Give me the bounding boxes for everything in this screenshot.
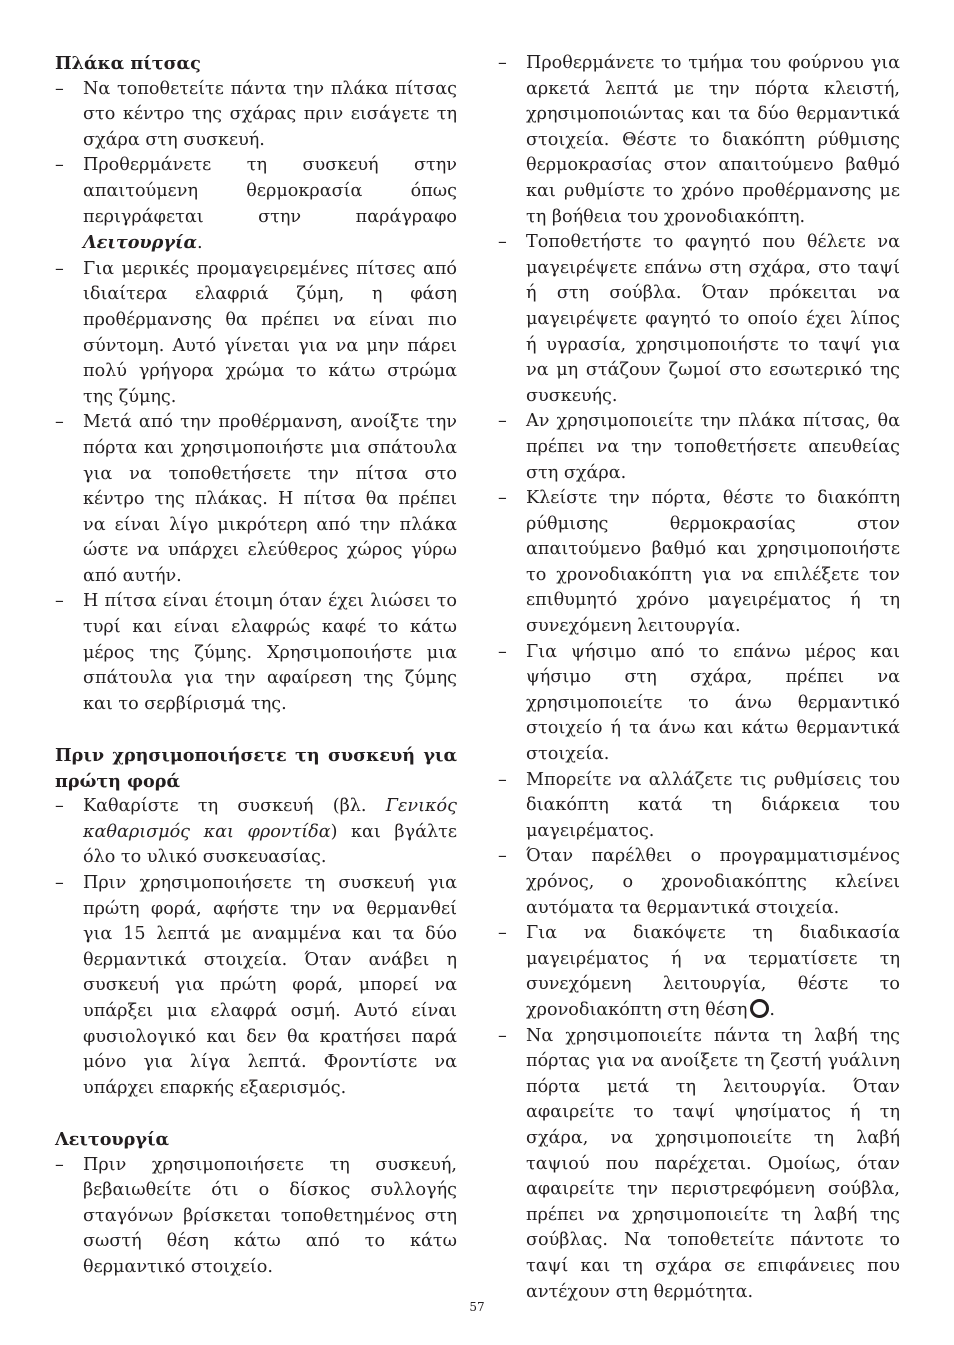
section-heading-pizza-plate: Πλάκα πίτσας: [55, 53, 201, 74]
list-item: – Για μερικές προμαγειρεμένες πίτσες από ιδιαίτερα ελαφριά ζύμη, η φάση προθέρμανσης θα πρέπει να είναι πιο σύντομη. Αυτό γίνεται για να μην πάρει πολύ γρήγορα χρώμα το κάτω στρώμα της ζύμης.: [55, 257, 457, 411]
cross-reference-operation: Λειτουργία: [83, 232, 198, 254]
list-item: – Κλείστε την πόρτα, θέστε το διακόπτη ρύθμισης θερμοκρασίας στον απαιτούμενο βαθμό και χρησιμοποιήστε το χρονοδιακόπτη για να επιλέξετε τον επιθυμητό χρόνο μαγειρέματος ή τη συνεχόμενη λειτουργία.: [498, 486, 900, 640]
list-item: – Τοποθετήστε το φαγητό που θέλετε να μαγειρέψετε επάνω στη σχάρα, στο ταψί ή στη σούβλα. Όταν πρόκειται να μαγειρέψετε φαγητό το οποίο έχει λίπος ή υγρασία, χρησιμοποιήστε το ταψί για να μη στάζουν ζωμοί στο εσωτερικό της συσκευής.: [498, 230, 900, 409]
list-item: – Για ψήσιμο από το επάνω μέρος και ψήσιμο στη σχάρα, πρέπει να χρησιμοποιείτε το άνω θερμαντικό στοιχείο ή τα άνω και κάτω θερμαντικά στοιχεία.: [498, 640, 900, 768]
pizza-plate-list: [55, 77, 457, 718]
list-item: – Όταν παρέλθει ο προγραμματισμένος χρόνος, ο χρονοδιακόπτης κλείνει αυτόματα τα θερμαντικά στοιχεία.: [498, 844, 900, 921]
list-item: – Καθαρίστε τη συσκευή (βλ. Γενικός καθαρισμός και φροντίδα) και βγάλτε όλο το υλικό συσκευασίας.: [55, 794, 457, 871]
page-number: 57: [469, 1300, 485, 1314]
timer-off-position-icon: [750, 999, 769, 1018]
operation-list: [55, 1153, 457, 1281]
list-item: – Να χρησιμοποιείτε πάντα τη λαβή της πόρτας για να ανοίξετε τη ζεστή γυάλινη πόρτα μετά τη λειτουργία. Όταν αφαιρείτε το ταψί ψησίματος ή τη σχάρα, να χρησιμοποιείτε τη λαβή ταψιού που παρέχεται. Ομοίως, όταν αφαιρείτε την περιστρεφόμενη σούβλα, πρέπει να χρησιμοποιείτε τη λαβή της σούβλας. Να τοποθετείτε πάντοτε το ταψί και τη σχάρα σε επιφάνειες που αντέχουν στη θερμότητα.: [498, 1024, 900, 1306]
left-column: [55, 51, 457, 1281]
list-item: – Για να διακόψετε τη διαδικασία μαγειρέματος ή να τερματίσετε τη συνεχόμενη λειτουργία, θέστε το χρονοδιακόπτη στη θέση .: [498, 921, 900, 1023]
list-item: – Προθερμάνετε τη συσκευή στην απαιτούμενη θερμοκρασία όπως περιγράφεται στην παράγραφο Λειτουργία.: [55, 153, 457, 256]
list-item: – Η πίτσα είναι έτοιμη όταν έχει λιώσει το τυρί και είναι ελαφρώς καφέ το κάτω μέρος της ζύμης. Χρησιμοποιήστε μια σπάτουλα για την αφαίρεση της ζύμης και το σερβίρισμά της.: [55, 589, 457, 717]
list-item: – Μετά από την προθέρμανση, ανοίξτε την πόρτα και χρησιμοποιήστε μια σπάτουλα για να τοποθετήσετε την πίτσα στο κέντρο της πλάκας. Η πίτσα θα πρέπει να είναι λίγο μικρότερη από την πλάκα ώστε να υπάρχει ελεύθερος χώρος γύρω από αυτήν.: [55, 410, 457, 589]
list-item: – Αν χρησιμοποιείτε την πλάκα πίτσας, θα πρέπει να την τοποθετήσετε απευθείας στη σχάρα.: [498, 409, 900, 486]
section-heading-operation: Λειτουργία: [55, 1128, 170, 1150]
list-item: – Πριν χρησιμοποιήσετε τη συσκευή, βεβαιωθείτε ότι ο δίσκος συλλογής σταγόνων βρίσκεται τοποθετημένος στη σωστή θέση κάτω από το κάτω θερμαντικό στοιχείο.: [55, 1153, 457, 1281]
cross-reference-cleaning: Γενικός καθαρισμός και φροντίδα: [83, 796, 457, 842]
section-heading-first-use: Πριν χρησιμοποιήσετε τη συσκευή για πρώτη φορά: [55, 745, 457, 792]
operation-list-continued: [498, 51, 900, 1305]
right-column: [498, 51, 900, 1305]
first-use-list: [55, 794, 457, 1101]
list-item: – Να τοποθετείτε πάντα την πλάκα πίτσας στο κέντρο της σχάρας πριν εισάγετε τη σχάρα στη συσκευή.: [55, 77, 457, 154]
list-item: – Μπορείτε να αλλάζετε τις ρυθμίσεις του διακόπτη κατά τη διάρκεια του μαγειρέματος.: [498, 768, 900, 845]
list-item: – Πριν χρησιμοποιήσετε τη συσκευή για πρώτη φορά, αφήστε την να θερμανθεί για 15 λεπτά με αναμμένα και τα δύο θερμαντικά στοιχεία. Όταν ανάβει η συσκευή για πρώτη φορά, μπορεί να υπάρξει μια ελαφρά οσμή. Αυτό είναι φυσιολογικό και δεν θα κρατήσει παρά μόνο για λίγα λεπτά. Φροντίστε να υπάρχει επαρκής εξαερισμός.: [55, 871, 457, 1101]
list-item: – Προθερμάνετε το τμήμα του φούρνου για αρκετά λεπτά με την πόρτα κλειστή, χρησιμοποιώντας και τα δύο θερμαντικά στοιχεία. Θέστε το διακόπτη ρύθμισης θερμοκρασίας στον απαιτούμενο βαθμό και ρυθμίστε το χρόνο προθέρμανσης με τη βοήθεια του χρονοδιακόπτη.: [498, 51, 900, 230]
